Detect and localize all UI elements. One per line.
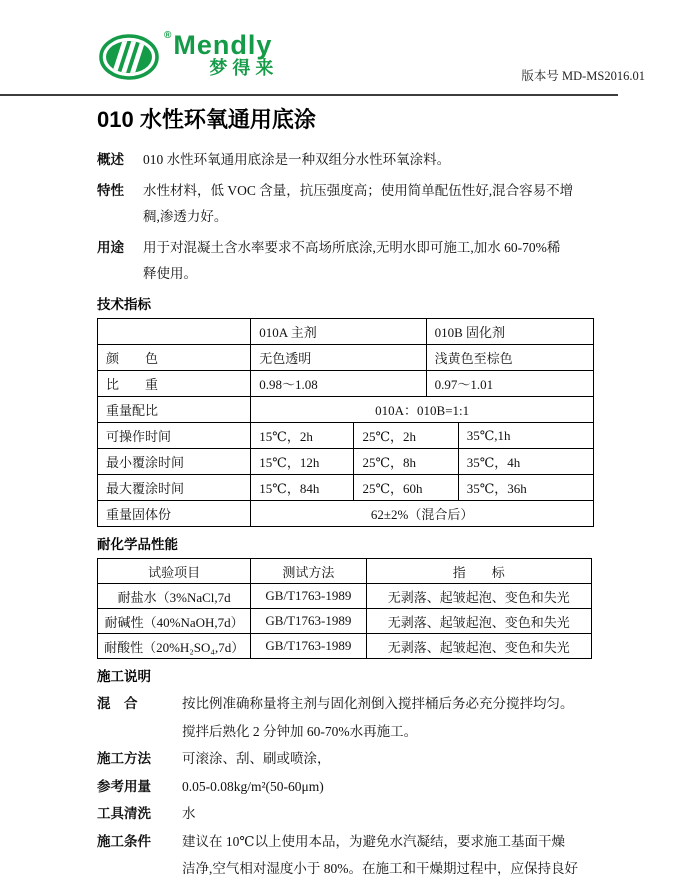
table-cell: 35℃，36h (458, 475, 593, 501)
table-cell: 耐碱性（40%NaOH,7d） (98, 609, 251, 634)
text-line: 010 水性环氧通用底涂是一种双组分水性环氧涂料。 (143, 152, 451, 167)
features-text (143, 178, 619, 230)
table-cell: 最大覆涂时间 (98, 475, 251, 501)
conditions-label: 施工条件 (97, 833, 151, 849)
mixing-label: 混 合 (97, 696, 138, 711)
table-row (98, 501, 594, 527)
text-line: 水 (182, 806, 196, 821)
text-line: 释使用。 (143, 266, 197, 281)
table-cell: 25℃，2h (354, 423, 458, 449)
text-line: 按比例准确称量将主剂与固化剂倒入搅拌桶后务必充分搅拌均匀。 (182, 696, 574, 711)
text-line: 0.05-0.08kg/m²(50-60μm) (182, 778, 324, 794)
document-body (97, 106, 619, 883)
table-cell: 无剥落、起皱起泡、变色和失光 (366, 609, 591, 634)
table-cell: 无剥落、起皱起泡、变色和失光 (366, 634, 591, 659)
text-line: 可滚涂、刮、刷或喷涂， (182, 751, 331, 766)
table-cell (98, 319, 251, 345)
mixing-text (182, 690, 619, 745)
table-cell: 比 重 (98, 371, 251, 397)
table-header-cell: 试验项目 (98, 559, 251, 584)
table-cell: 可操作时间 (98, 423, 251, 449)
table-cell: 无色透明 (251, 345, 426, 371)
text-line: 搅拌后熟化 2 分钟加 60-70%水再施工。 (182, 723, 418, 739)
text-line: 用于对混凝土含水率要求不高场所底涂,无明水即可施工,加水 60-70%稀 (143, 240, 561, 255)
registered-trademark: ® (164, 30, 172, 41)
application-method-label: 施工方法 (97, 751, 151, 766)
table-cell: 15℃，2h (251, 423, 354, 449)
coverage-label: 参考用量 (97, 778, 151, 794)
table-row (98, 319, 594, 345)
table-row (98, 397, 594, 423)
table-cell: 010A：010B=1:1 (251, 397, 594, 423)
page-title: 010 水性环氧通用底涂 (97, 107, 316, 132)
table-cell: 最小覆涂时间 (98, 449, 251, 475)
table-cell: 25℃，8h (354, 449, 458, 475)
table-cell: 0.97～1.01 (426, 371, 593, 397)
overview-row (97, 147, 619, 173)
table-cell: 0.98～1.08 (251, 371, 426, 397)
table-cell: GB/T1763-1989 (251, 584, 366, 609)
table-row (98, 371, 594, 397)
table-cell: 耐酸性（20%H₂SO₄,7d） (98, 634, 251, 659)
table-header-row (98, 559, 592, 584)
table-cell: 无剥落、起皱起泡、变色和失光 (366, 584, 591, 609)
chem-resistance-heading: 耐化学品性能 (97, 537, 178, 552)
usage-row (97, 235, 619, 287)
coverage-row (97, 773, 619, 801)
table-cell: 010A 主剂 (251, 319, 426, 345)
mixing-row (97, 690, 619, 745)
table-cell: 重量固体份 (98, 501, 251, 527)
table-header-cell: 指 标 (366, 559, 591, 584)
features-label: 特性 (97, 183, 124, 198)
text-line: 水性材料，低 VOC 含量，抗压强度高；使用简单配伍性好,混合容易不增 (143, 183, 574, 198)
application-method-row (97, 745, 619, 773)
header-rule (0, 94, 618, 96)
usage-text (143, 235, 619, 287)
table-row (98, 423, 594, 449)
brand-name-chinese: 梦得来 (209, 58, 279, 78)
table-cell: 25℃，60h (354, 475, 458, 501)
text-line: 稠,渗透力好。 (143, 209, 228, 224)
table-cell: 重量配比 (98, 397, 251, 423)
text-line: 洁净,空气相对湿度小于 80%。在施工和干燥期过程中，应保持良好 (182, 861, 578, 876)
table-cell: GB/T1763-1989 (251, 634, 366, 659)
tech-specs-heading: 技术指标 (97, 297, 151, 312)
table-row (98, 449, 594, 475)
table-cell: 010B 固化剂 (426, 319, 593, 345)
tool-cleaning-text (182, 800, 619, 828)
table-cell: 62±2%（混合后） (251, 501, 594, 527)
conditions-text (182, 828, 619, 883)
table-cell: 35℃,1h (458, 423, 593, 449)
conditions-row (97, 828, 619, 883)
table-cell: 35℃，4h (458, 449, 593, 475)
table-cell: GB/T1763-1989 (251, 609, 366, 634)
overview-label: 概述 (97, 152, 124, 167)
table-cell: 15℃，84h (251, 475, 354, 501)
mendly-logo-icon (99, 30, 163, 82)
logo-text (173, 32, 278, 78)
coverage-text (182, 773, 619, 801)
text-line: 建议在 10℃以上使用本品，为避免水汽凝结，要求施工基面干燥 (182, 833, 565, 849)
table-row (98, 584, 592, 609)
table-cell: 颜 色 (98, 345, 251, 371)
version-label: 版本号 MD-MS2016.01 (521, 69, 645, 83)
overview-text (143, 147, 619, 173)
table-cell: 耐盐水（3%NaCl,7d (98, 584, 251, 609)
table-header-cell: 测试方法 (251, 559, 366, 584)
features-row (97, 178, 619, 230)
chemical-resistance-table (97, 558, 592, 659)
tech-specs-table (97, 318, 594, 527)
tool-cleaning-label: 工具清洗 (97, 806, 151, 821)
table-row (98, 475, 594, 501)
table-cell: 浅黄色至棕色 (426, 345, 593, 371)
table-cell: 15℃，12h (251, 449, 354, 475)
brand-name: Mendly (173, 30, 273, 60)
tool-cleaning-row (97, 800, 619, 828)
usage-label: 用途 (97, 240, 124, 255)
table-row (98, 345, 594, 371)
mendly-logo (99, 30, 278, 82)
table-row (98, 609, 592, 634)
construction-heading: 施工说明 (97, 669, 151, 684)
application-method-text (182, 745, 619, 773)
table-row (98, 634, 592, 659)
